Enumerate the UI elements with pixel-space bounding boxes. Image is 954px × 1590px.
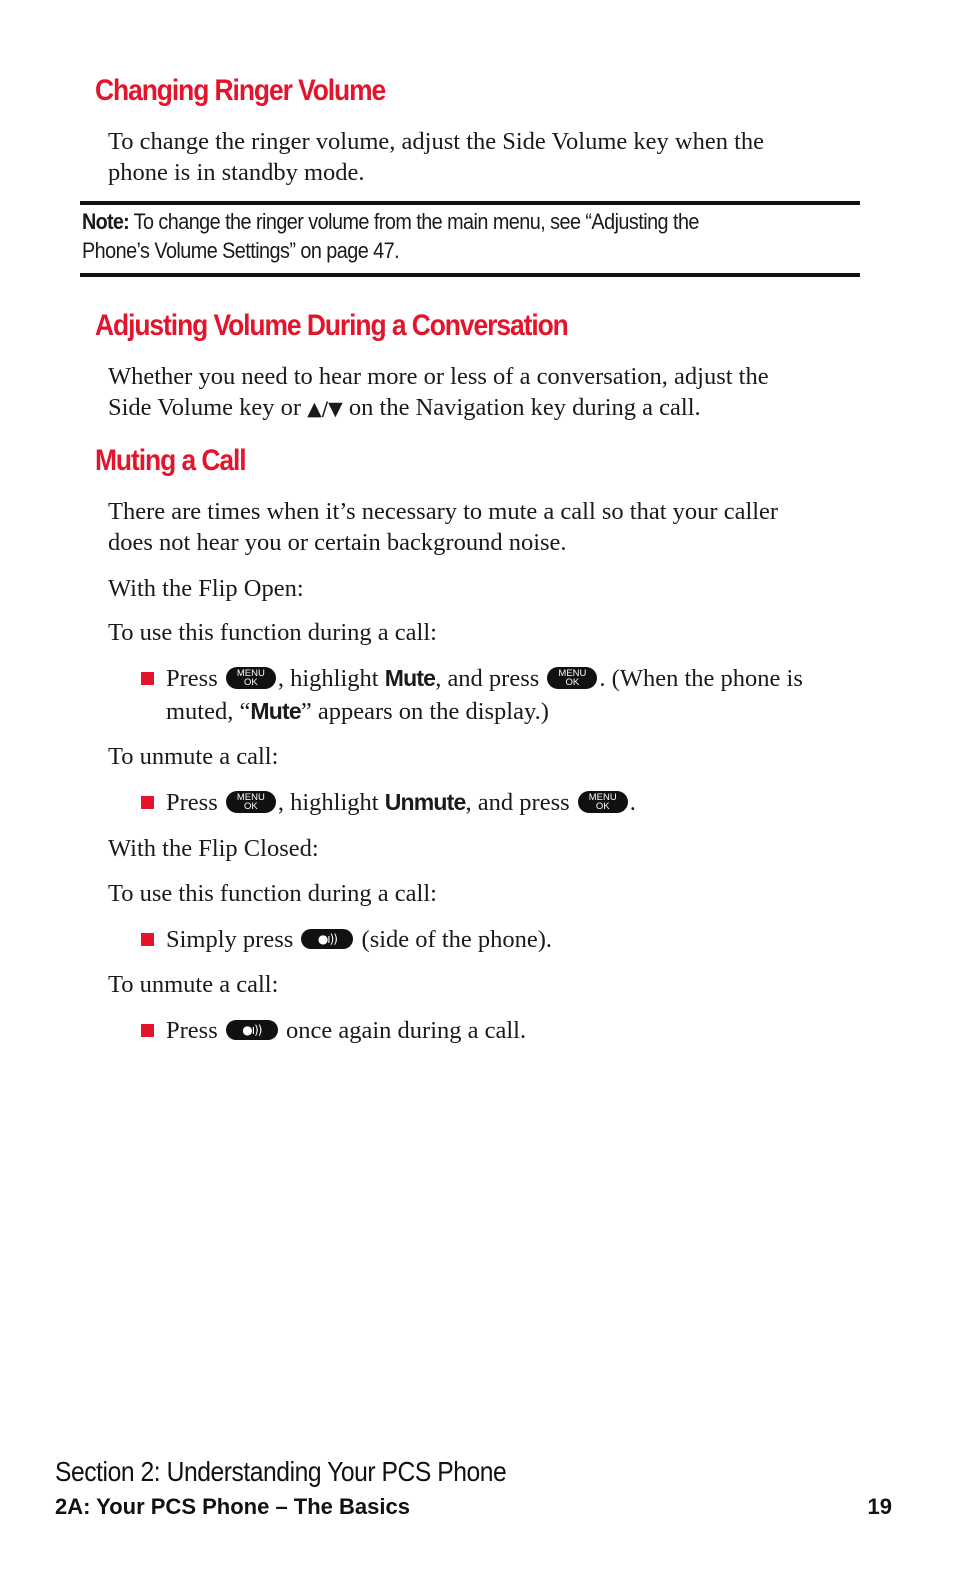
conversation-body-line2	[108, 392, 701, 425]
bullet-1-line1	[166, 663, 803, 694]
unmute-label-2: To unmute a call:	[108, 971, 279, 998]
note-line2: Phone’s Volume Settings” on page 47.	[82, 238, 400, 263]
conversation-text-a: Side Volume key or	[108, 394, 308, 421]
bullet-3-line	[166, 924, 552, 955]
mute-menu-label: Mute	[384, 665, 436, 691]
note-line1	[82, 209, 699, 235]
unmute-label-1: To unmute a call:	[108, 743, 279, 770]
heading-adjusting-volume: Adjusting Volume During a Conversation	[95, 309, 568, 342]
use-function-label-2: To use this function during a call:	[108, 880, 437, 907]
b1-highlight-text: , highlight	[277, 665, 385, 692]
side-key-icon: ●ı))	[301, 929, 353, 949]
b3-text-b: (side of the phone).	[361, 926, 553, 953]
conversation-body-line1: Whether you need to hear more or less of a conversation, adjust the	[108, 363, 769, 390]
bullet-4-line	[166, 1015, 526, 1046]
b4-text-a: Press	[166, 1017, 218, 1044]
b2-highlight-text: , highlight	[277, 789, 385, 816]
b1-line2-b: ” appears on the display.)	[300, 698, 549, 725]
flip-closed-label: With the Flip Closed:	[108, 835, 319, 862]
menu-ok-key-icon: MENU OK	[226, 667, 276, 689]
ringer-body-line1: To change the ringer volume, adjust the Side Volume key when the	[108, 128, 765, 155]
heading-muting-a-call: Muting a Call	[95, 444, 246, 477]
side-key-icon: ●ı))	[226, 1020, 278, 1040]
mute-display-label: Mute	[250, 698, 301, 724]
flip-open-label: With the Flip Open:	[108, 575, 304, 602]
page-number: 19	[867, 1494, 892, 1519]
bullet-1-line2	[166, 696, 549, 727]
bullet-marker	[141, 796, 154, 809]
b2-and-press-text: , and press	[465, 789, 570, 816]
b1-and-press-text: , and press	[435, 665, 540, 692]
use-function-label-1: To use this function during a call:	[108, 619, 437, 646]
footer-chapter-title: 2A: Your PCS Phone – The Basics	[55, 1494, 410, 1519]
heading-changing-ringer-volume: Changing Ringer Volume	[95, 74, 386, 107]
menu-ok-key-icon: MENU OK	[547, 667, 597, 689]
note-label: Note:	[82, 209, 129, 234]
bullet-marker	[141, 672, 154, 685]
b1-press-text: Press	[166, 665, 218, 692]
b2-tail-text: .	[629, 789, 636, 816]
menu-ok-key-icon: MENU OK	[578, 791, 628, 813]
menu-ok-key-icon: MENU OK	[226, 791, 276, 813]
conversation-text-b: on the Navigation key during a call.	[342, 394, 701, 421]
unmute-menu-label: Unmute	[384, 789, 466, 815]
b1-line2-a: muted, “	[166, 698, 251, 725]
b1-tail-text: . (When the phone is	[599, 665, 803, 692]
muting-intro-line1: There are times when it’s necessary to mute a call so that your caller	[108, 498, 779, 525]
note-top-rule	[80, 201, 860, 205]
note-text-line1: To change the ringer volume from the main menu, see “Adjusting the	[133, 209, 699, 234]
footer-section-title: Section 2: Understanding Your PCS Phone	[55, 1456, 507, 1487]
bullet-2-line	[166, 787, 636, 818]
b4-text-b: once again during a call.	[285, 1017, 527, 1044]
ringer-body-line2: phone is in standby mode.	[108, 159, 365, 186]
bullet-marker	[141, 933, 154, 946]
b2-press-text: Press	[166, 789, 218, 816]
muting-intro-line2: does not hear you or certain background noise.	[108, 529, 567, 556]
bullet-marker	[141, 1024, 154, 1037]
nav-up-down-icon: ▲/▼	[307, 398, 343, 420]
note-bottom-rule	[80, 273, 860, 277]
b3-text-a: Simply press	[166, 926, 294, 953]
